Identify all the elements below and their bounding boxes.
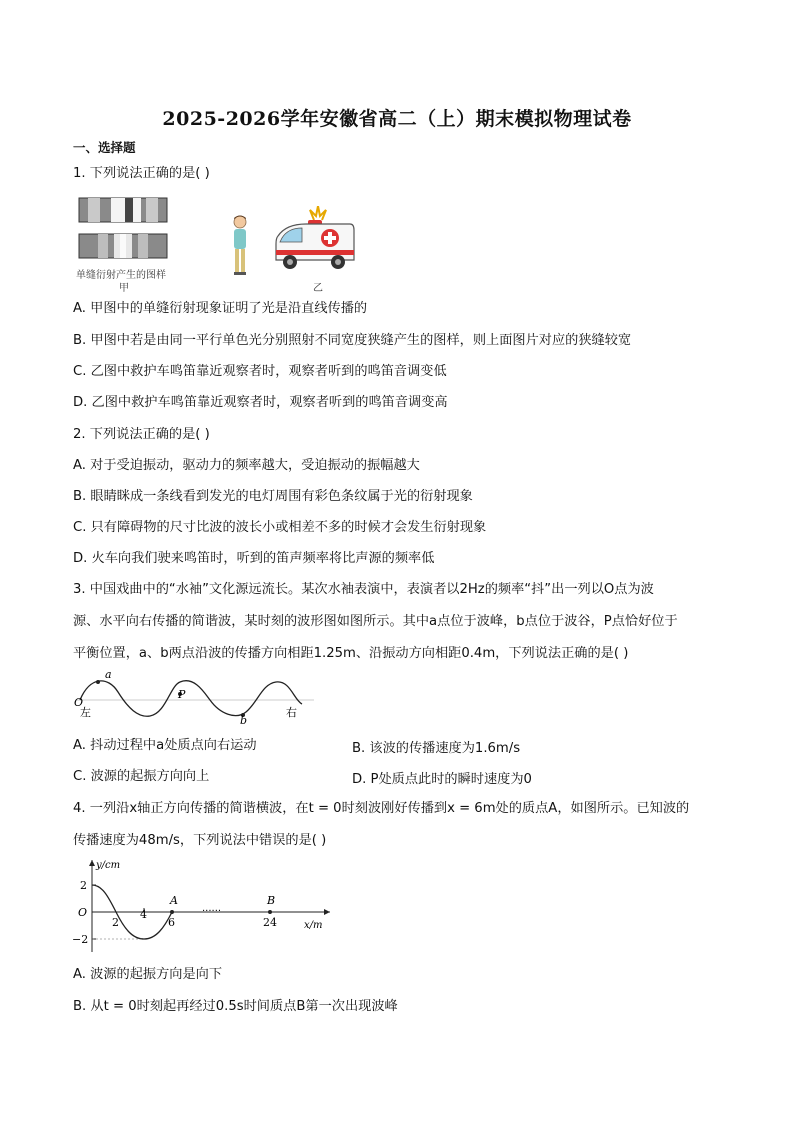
graph-x24-label: 24 — [263, 916, 277, 929]
q2-option-b: B. 眼睛眯成一条线看到发光的电灯周围有彩色条纹属于光的衍射现象 — [73, 489, 473, 504]
graph-point-b-label: B — [267, 894, 276, 907]
ambulance-figure — [272, 206, 356, 274]
transverse-wave-graph — [72, 856, 336, 956]
figure-caption-sub: 单缝衍射产生的图样 — [76, 270, 166, 281]
q4-option-a: A. 波源的起振方向是向下 — [73, 967, 223, 982]
fig-label-b: b — [240, 714, 248, 727]
single-slit-diffraction-figure — [78, 196, 170, 260]
fig-label-a: a — [105, 668, 112, 681]
fig-label-right: 右 — [286, 706, 297, 719]
section-heading: 一、选择题 — [73, 140, 136, 155]
fig-label-left: 左 — [80, 706, 91, 719]
q3-stem-line-1: 3. 中国戏曲中的“水袖”文化源远流长。某次水袖表演中，表演者以2Hz的频率“抖”出一列以O点为波 — [73, 582, 654, 597]
q3-stem-line-3: 平衡位置，a、b两点沿波的传播方向相距1.25m、沿振动方向相距0.4m，下列说法正确的是( ) — [73, 646, 629, 661]
graph-ylabel: y/cm — [96, 860, 121, 871]
graph-y-pos-label: 2 — [80, 879, 87, 892]
graph-ellipsis: ······ — [202, 906, 222, 917]
figure-caption-jia: 甲 — [119, 283, 129, 294]
page-title: 2025-2026学年安徽省高二（上）期末模拟物理试卷 — [162, 108, 632, 130]
water-sleeve-wave-figure — [70, 668, 320, 728]
q1-option-b: B. 甲图中若是由同一平行单色光分别照射不同宽度狭缝产生的图样，则上面图片对应的狭缝较宽 — [73, 333, 632, 348]
figure-caption-yi: 乙 — [313, 283, 323, 294]
observer-person-figure — [228, 214, 252, 276]
graph-y-neg-label: −2 — [72, 933, 89, 946]
q4-option-b: B. 从t = 0时刻起再经过0.5s时间质点B第一次出现波峰 — [73, 999, 398, 1014]
q4-stem-line-2: 传播速度为48m/s，下列说法中错误的是( ) — [73, 833, 327, 848]
graph-x6-label: 6 — [168, 916, 175, 929]
q3-option-a: A. 抖动过程中a处质点向右运动 — [73, 738, 257, 753]
q2-option-a: A. 对于受迫振动，驱动力的频率越大，受迫振动的振幅越大 — [73, 458, 420, 473]
q2-option-d: D. 火车向我们驶来鸣笛时，听到的笛声频率将比声源的频率低 — [73, 551, 435, 566]
q1-option-c: C. 乙图中救护车鸣笛靠近观察者时，观察者听到的鸣笛音调变低 — [73, 364, 447, 379]
graph-xlabel: x/m — [304, 920, 323, 931]
q3-option-b: B. 该波的传播速度为1.6m/s — [352, 741, 521, 756]
q2-stem: 2. 下列说法正确的是( ) — [73, 427, 210, 442]
q1-stem: 1. 下列说法正确的是( ) — [73, 166, 210, 181]
graph-point-a-label: A — [170, 894, 178, 907]
q1-option-a: A. 甲图中的单缝衍射现象证明了光是沿直线传播的 — [73, 301, 368, 316]
q4-stem-line-1: 4. 一列沿x轴正方向传播的简谐横波，在t = 0时刻波刚好传播到x = 6m处的质点A，如图所示。已知波的 — [73, 801, 690, 816]
q1-option-d: D. 乙图中救护车鸣笛靠近观察者时，观察者听到的鸣笛音调变高 — [73, 395, 448, 410]
q3-option-c: C. 波源的起振方向向上 — [73, 769, 210, 784]
q3-option-d: D. P处质点此时的瞬时速度为0 — [352, 772, 532, 787]
q3-stem-line-2: 源、水平向右传播的简谐波，某时刻的波形图如图所示。其中a点位于波峰，b点位于波谷，P点恰好位于 — [73, 614, 678, 629]
graph-x2-label: 2 — [112, 916, 119, 929]
graph-x4-label: 4 — [140, 908, 147, 921]
q2-option-c: C. 只有障碍物的尺寸比波的波长小或相差不多的时候才会发生衍射现象 — [73, 520, 487, 535]
fig-label-o: O — [74, 696, 84, 709]
fig-label-p: P — [178, 688, 186, 701]
graph-origin: O — [78, 906, 88, 919]
